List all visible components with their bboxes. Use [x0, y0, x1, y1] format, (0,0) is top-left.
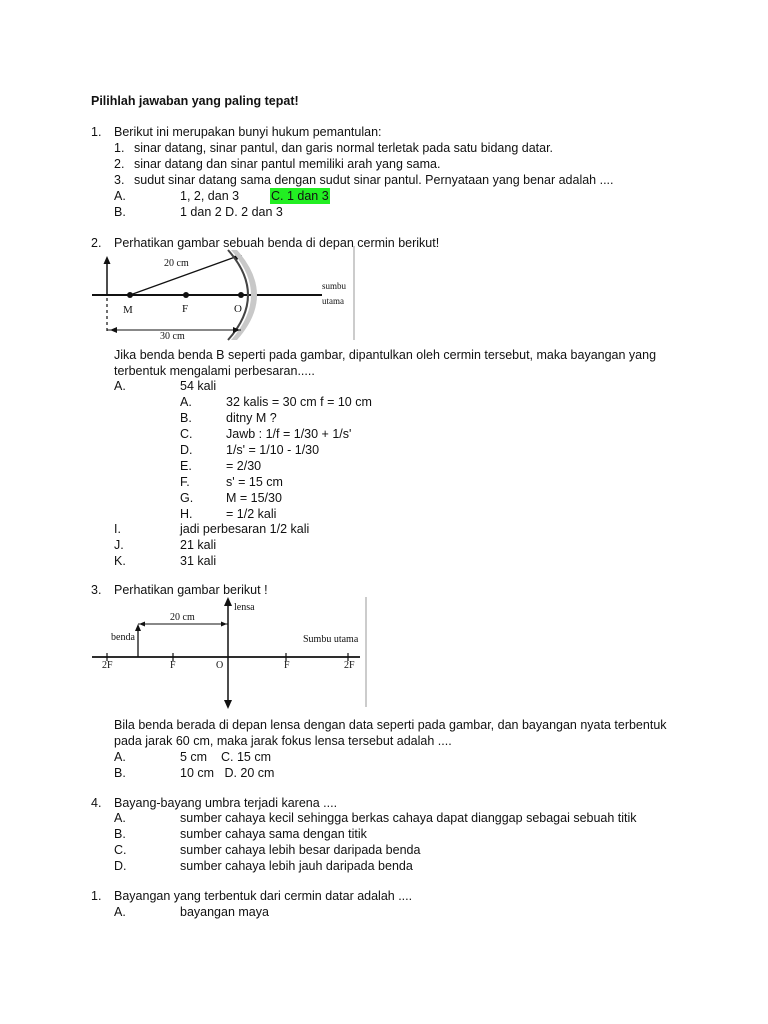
- option-label: B.: [114, 827, 126, 841]
- work-label: H.: [180, 507, 193, 521]
- label-2f-right: 2F: [344, 660, 355, 671]
- work-text: s' = 15 cm: [226, 475, 283, 489]
- option-label: B.: [114, 766, 126, 780]
- benda-label: benda: [111, 632, 135, 643]
- question-text: Bayang-bayang umbra terjadi karena ....: [114, 796, 338, 810]
- lensa-label: lensa: [234, 602, 255, 613]
- label-f-left: F: [170, 660, 176, 671]
- point-m: [127, 292, 133, 298]
- label-2f-left: 2F: [102, 660, 113, 671]
- option-text: sumber cahaya sama dengan titik: [180, 827, 367, 841]
- label-o: O: [234, 303, 242, 315]
- label-m: M: [123, 304, 133, 316]
- work-label: F.: [180, 475, 190, 489]
- option-label: I.: [114, 522, 121, 536]
- dim-arrow-left: [110, 327, 117, 333]
- question-number: 4.: [91, 796, 102, 810]
- work-text: = 1/2 kali: [226, 507, 277, 521]
- question-number: 3.: [91, 583, 102, 597]
- option-label: B.: [114, 205, 126, 219]
- work-label: C.: [180, 427, 193, 441]
- option-text: 5 cm C. 15 cm: [180, 750, 271, 764]
- option-text: sumber cahaya lebih besar daripada benda: [180, 843, 421, 857]
- page-title: Pilihlah jawaban yang paling tepat!: [91, 94, 299, 108]
- point-f: [183, 292, 189, 298]
- list-item: sinar datang dan sinar pantul memiliki arah yang sama.: [134, 157, 441, 171]
- dim-arrow-left: [139, 622, 145, 627]
- option-text: 1 dan 2 D. 2 dan 3: [180, 205, 283, 219]
- work-label: D.: [180, 443, 193, 457]
- axis-label: Sumbu utama: [303, 634, 359, 645]
- mirror-diagram: [90, 248, 360, 348]
- dist-label: 20 cm: [164, 258, 189, 269]
- option-text: 31 kali: [180, 554, 217, 568]
- work-text: 32 kalis = 30 cm f = 10 cm: [226, 395, 372, 409]
- label-f: F: [182, 303, 189, 315]
- option-label: A.: [114, 905, 126, 919]
- arrow-head: [104, 256, 111, 264]
- list-item: sudut sinar datang sama dengan sudut sinar pantul. Pernyataan yang benar adalah ....: [134, 173, 614, 187]
- work-text: 1/s' = 1/10 - 1/30: [226, 443, 320, 457]
- list-number: 1.: [114, 141, 125, 155]
- option-label: A.: [114, 189, 126, 203]
- work-text: M = 15/30: [226, 491, 282, 505]
- option-label: J.: [114, 538, 124, 552]
- option-text: 21 kali: [180, 538, 217, 552]
- dist-label: 30 cm: [160, 331, 185, 342]
- axis-label: utama: [322, 296, 344, 306]
- option-label: C.: [114, 843, 127, 857]
- option-text: 54 kali: [180, 379, 217, 393]
- question-number: 2.: [91, 236, 102, 250]
- point-o: [238, 292, 244, 298]
- paragraph: Bila benda berada di depan lensa dengan data seperti pada gambar, dan bayangan nyata terbentuk: [114, 718, 667, 732]
- lens-arrow-top: [224, 597, 232, 606]
- question-text: Bayangan yang terbentuk dari cermin datar adalah ....: [114, 889, 413, 903]
- option-label: A.: [114, 379, 126, 393]
- work-text: = 2/30: [226, 459, 262, 473]
- work-text: ditny M ?: [226, 411, 277, 425]
- option-label: D.: [114, 859, 127, 873]
- paragraph: Jika benda benda B seperti pada gambar, dipantulkan oleh cermin tersebut, maka bayangan yang: [114, 348, 657, 362]
- option-text: 10 cm D. 20 cm: [180, 766, 275, 780]
- label-f-right: F: [284, 660, 290, 671]
- list-number: 2.: [114, 157, 125, 171]
- dim-arrow-right: [221, 622, 227, 627]
- paragraph: pada jarak 60 cm, maka jarak fokus lensa tersebut adalah ....: [114, 734, 452, 748]
- lens-arrow-bottom: [224, 700, 232, 709]
- label-o: O: [216, 660, 224, 671]
- work-text: Jawb : 1/f = 1/30 + 1/s': [226, 427, 352, 441]
- question-number: 1.: [91, 125, 102, 139]
- option-label: K.: [114, 554, 126, 568]
- work-label: B.: [180, 411, 192, 425]
- option-label: A.: [114, 811, 126, 825]
- option-label: A.: [114, 750, 126, 764]
- option-text: jadi perbesaran 1/2 kali: [180, 522, 310, 536]
- highlighted-answer: C. 1 dan 3: [271, 189, 329, 203]
- list-number: 3.: [114, 173, 125, 187]
- list-item: sinar datang, sinar pantul, dan garis normal terletak pada satu bidang datar.: [134, 141, 554, 155]
- work-label: E.: [180, 459, 192, 473]
- dist-label: 20 cm: [170, 612, 195, 623]
- work-label: G.: [180, 491, 194, 505]
- option-text: bayangan maya: [180, 905, 269, 919]
- option-text: sumber cahaya kecil sehingga berkas cahaya dapat dianggap sebagai sebuah titik: [180, 811, 637, 825]
- object-arrowhead: [135, 624, 141, 631]
- question-text: Berikut ini merupakan bunyi hukum pemantulan:: [114, 125, 382, 139]
- question-number: 1.: [91, 889, 102, 903]
- option-text: 1, 2, dan 3: [180, 189, 240, 203]
- paragraph: terbentuk mengalami perbesaran.....: [114, 364, 315, 378]
- option-text: sumber cahaya lebih jauh daripada benda: [180, 859, 413, 873]
- question-text: Perhatikan gambar berikut !: [114, 583, 268, 597]
- axis-label: sumbu: [322, 281, 347, 291]
- lens-diagram: [90, 595, 375, 710]
- work-label: A.: [180, 395, 192, 409]
- question-text: Perhatikan gambar sebuah benda di depan cermin berikut!: [114, 236, 440, 250]
